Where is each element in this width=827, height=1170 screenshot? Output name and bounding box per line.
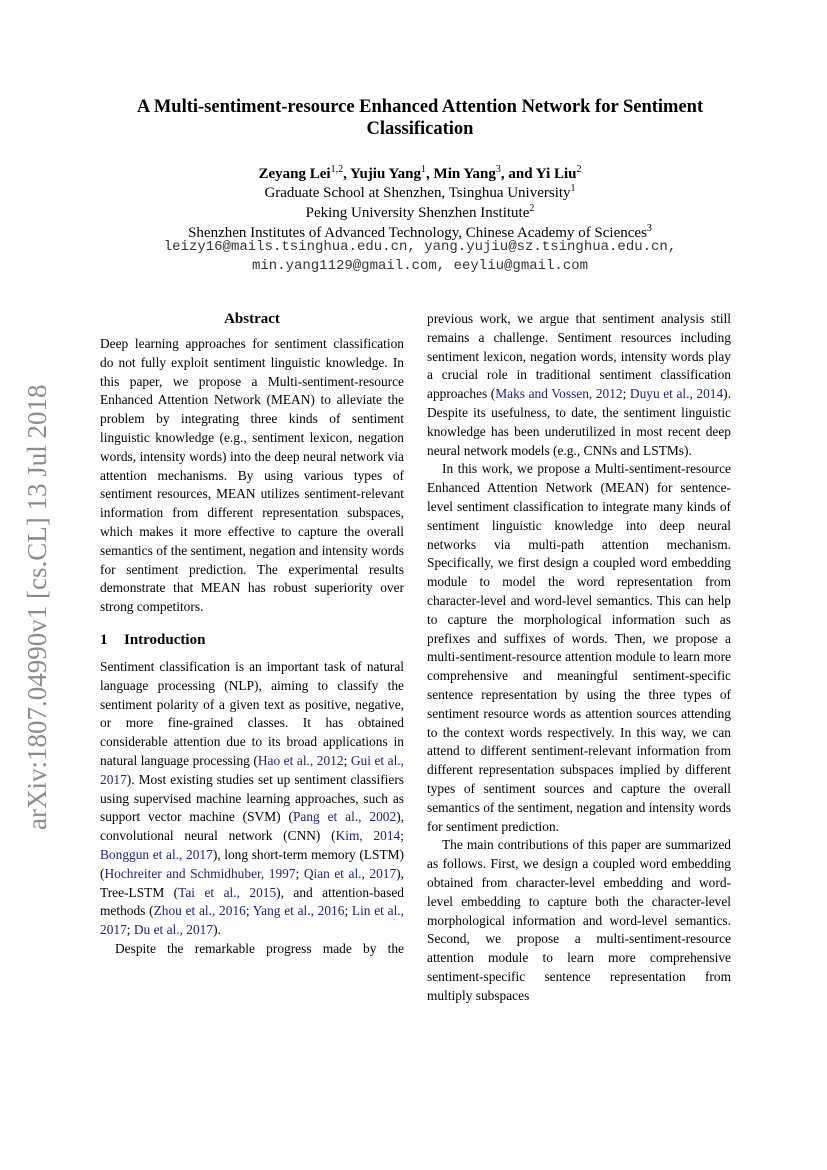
left-column bbox=[100, 310, 404, 959]
intro-paragraph-1: Sentiment classification is an important task of natural language processing (NLP), aiming to classify the sentiment polarity of a given text as positive, negative, or more fine-grained classes. It has obtained considerable attention due to its broad applications in natural language processing (Hao et al., 2012; Gui et al., 2017). Most existing studies set up sentiment classifiers using supervised machine learning approaches, such as support vector machine (SVM) (Pang et al., 2002), convolutional neural network (CNN) (Kim, 2014; Bonggun et al., 2017), long short-term memory (LSTM) (Hochreiter and Schmidhuber, 1997; Qian et al., 2017), Tree-LSTM (Tai et al., 2015), and attention-based methods (Zhou et al., 2016; Yang et al., 2016; Lin et al., 2017; Du et al., 2017). bbox=[100, 658, 405, 938]
intro-paragraph-2-continued: previous work, we argue that sentiment analysis still remains a challenge. Sentiment resources including sentiment lexicon, negation words, intensity words play a crucial role in traditional sentiment classification approaches (Maks and Vossen, 2012; Duyu et al., 2014). Despite its usefulness, to date, the sentiment linguistic knowledge has been underutilized in most recent deep neural network models (e.g., CNNs and LSTMs). bbox=[427, 311, 731, 458]
citation-link[interactable]: Kim, 2014 bbox=[335, 828, 401, 844]
citation-link[interactable]: Qian et al., 2017 bbox=[303, 865, 397, 881]
email-line-1: leizy16@mails.tsinghua.edu.cn, yang.yujiu@sz.tsinghua.edu.cn, bbox=[163, 239, 677, 255]
citation-link[interactable]: Lin et al., 2017 bbox=[100, 903, 404, 938]
citation-link[interactable]: Hao et al., 2012 bbox=[257, 752, 344, 768]
citation-link[interactable]: Hochreiter and Schmidhuber, 1997 bbox=[104, 865, 296, 881]
paper-title: A Multi-sentiment-resource Enhanced Attention Network for Sentiment Classification bbox=[136, 97, 704, 139]
citation-link[interactable]: Du et al., 2017 bbox=[133, 922, 214, 938]
citation-link[interactable]: Tai et al., 2015 bbox=[178, 884, 277, 900]
arxiv-identifier: arXiv:1807.04990v1 [cs.CL] 13 Jul 2018 bbox=[22, 384, 52, 831]
author-affiliation-mark: 1,2 bbox=[330, 164, 344, 175]
author-affiliation-mark: 2 bbox=[576, 164, 582, 175]
intro-paragraph-3: In this work, we propose a Multi-sentiment-resource Enhanced Attention Network (MEAN) for sentence-level sentiment classification to integrate many kinds of sentiment linguistic knowledge into deep neural networks via multi-path attention mechanism. Specifically, we first design a coupled word embedding module to model the word representation from character-level and word-level semantics. This can help to capture the morphological information such as prefixes and suffixes of words. Then, we propose a multi-sentiment-resource attention module to learn more comprehensive and meaningful sentiment-specific sentence representation by using the three types of sentiment resource words as attention sources attending to the context words respectively. In this way, we can attend to different sentiment-relevant information from different representation subspaces implied by different types of sentiment sources and capture the overall semantics of the sentiment, negation and intensity words for sentiment prediction. bbox=[427, 461, 731, 834]
citation-link[interactable]: Pang et al., 2002 bbox=[292, 809, 397, 825]
affiliation-1: Graduate School at Shenzhen, Tsinghua University$^1$ bbox=[264, 183, 576, 201]
author-name: Yi Liu bbox=[535, 166, 577, 182]
author-name: Yujiu Yang bbox=[350, 166, 422, 182]
section-heading-introduction: 1 Introduction bbox=[100, 631, 206, 648]
citation-link[interactable]: Duyu et al., 2014 bbox=[629, 386, 724, 402]
citation-link[interactable]: Maks and Vossen, 2012 bbox=[495, 386, 623, 402]
author-affiliation-mark: 1 bbox=[421, 164, 427, 175]
author-name: Zeyang Lei bbox=[258, 166, 331, 182]
author-affiliation-mark: 3 bbox=[495, 164, 501, 175]
affiliation-3: Shenzhen Institutes of Advanced Technology, Chinese Academy of Sciences$^3$ bbox=[188, 223, 652, 241]
citation-link[interactable]: Gui et al., 2017 bbox=[100, 752, 405, 787]
citation-link[interactable]: Zhou et al., 2016 bbox=[153, 903, 246, 919]
affiliation-2: Peking University Shenzhen Institute$^2$ bbox=[305, 203, 535, 221]
citation-link[interactable]: Bonggun et al., 2017 bbox=[100, 846, 213, 862]
abstract-text: Deep learning approaches for sentiment classification do not fully exploit sentiment linguistic knowledge. In this paper, we propose a Multi-sentiment-resource Enhanced Attention Network (MEAN) to alleviate the problem by integrating three kinds of sentiment linguistic knowledge (e.g., sentiment lexicon, negation words, intensity words) into the deep neural network via attention mechanisms. By using various types of sentiment resources, MEAN utilizes sentiment-relevant information from different representation subspaces, which makes it more effective to capture the overall semantics of the sentiment, negation and intensity words for sentiment prediction. The experimental results demonstrate that MEAN has robust superiority over strong competitors. bbox=[100, 336, 404, 615]
abstract-heading: Abstract bbox=[224, 311, 280, 327]
intro-paragraph-4: The main contributions of this paper are summarized as follows. First, we design a coupled word embedding obtained from character-level embedding and word-level embedding to capture both the character-level morphological information and word-level semantics. Second, we propose a multi-sentiment-resource attention module to learn more comprehensive sentiment-specific sentence representation from multiply subspaces bbox=[427, 837, 731, 1003]
citation-link[interactable]: Yang et al., 2016 bbox=[252, 903, 345, 919]
right-column bbox=[427, 310, 731, 1005]
author-emails bbox=[90, 238, 750, 276]
author-name: Min Yang bbox=[433, 166, 496, 182]
author-list: Zeyang Lei$^{1,2}$, Yujiu Yang$^1$, Min Yang$^3$, and Yi Liu$^2$ bbox=[258, 164, 582, 182]
email-line-2: min.yang1129@gmail.com, eeyliu@gmail.com bbox=[251, 258, 589, 274]
intro-paragraph-2: Despite the remarkable progress made by the bbox=[115, 940, 404, 956]
